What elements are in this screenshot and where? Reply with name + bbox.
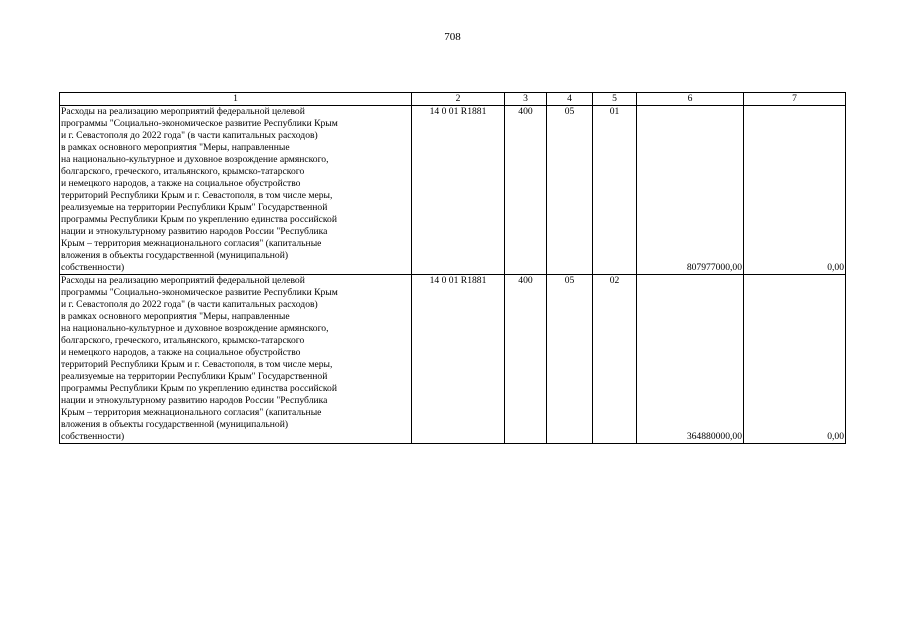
description-line: программы "Социально-экономическое развитие Республики Крым [61,287,338,298]
description-line: на национально-культурное и духовное возрождение армянского, [61,154,329,165]
description-line: в рамках основного мероприятия "Меры, направленные [61,142,290,153]
description-line: болгарского, греческого, итальянского, крымско-татарского [61,166,305,177]
table-row [60,275,846,444]
section-code: 05 [547,275,593,444]
column-header: 2 [412,93,505,106]
description-line: территорий Республики Крым и г. Севастополя, в том числе меры, [61,359,333,370]
description-line: программы Республики Крым по укреплению единства российской [61,214,337,225]
table-header-row [60,93,846,106]
description-line: болгарского, греческого, итальянского, крымско-татарского [61,335,305,346]
column-header: 4 [547,93,593,106]
description-line: в рамках основного мероприятия "Меры, направленные [61,311,290,322]
description-line: реализуемые на территории Республики Крым" Государственной [61,202,328,213]
description-line: собственности) [61,431,125,442]
description-line: и г. Севастополя до 2022 года" (в части капитальных расходов) [61,130,318,141]
expense-type-code: 400 [505,275,547,444]
description-line: нации и этнокультурному развитию народов России "Республика [61,395,328,406]
description-line: Расходы на реализацию мероприятий федеральной целевой [61,275,305,286]
description-line: нации и этнокультурному развитию народов России "Республика [61,226,328,237]
description-line: Расходы на реализацию мероприятий федеральной целевой [61,106,305,117]
column-header: 5 [593,93,637,106]
description-line: программы Республики Крым по укреплению единства российской [61,383,337,394]
expense-description [60,275,412,444]
description-line: реализуемые на территории Республики Крым" Государственной [61,371,328,382]
description-line: и г. Севастополя до 2022 года" (в части капитальных расходов) [61,299,318,310]
column-header: 6 [637,93,744,106]
description-line: вложения в объекты государственной (муниципальной) [61,419,289,430]
subsection-code: 01 [593,106,637,275]
amount-col-7: 0,00 [744,106,846,275]
amount-col-7: 0,00 [744,275,846,444]
column-header: 3 [505,93,547,106]
description-line: программы "Социально-экономическое развитие Республики Крым [61,118,338,129]
expense-description [60,106,412,275]
description-line: и немецкого народов, а также на социальное обустройство [61,347,301,358]
description-line: территорий Республики Крым и г. Севастополя, в том числе меры, [61,190,333,201]
description-line: вложения в объекты государственной (муниципальной) [61,250,289,261]
description-line: Крым – территория межнационального согласия" (капитальные [61,407,322,418]
column-header: 1 [60,93,412,106]
description-line: собственности) [61,262,125,273]
budget-table [59,92,846,444]
section-code: 05 [547,106,593,275]
description-line: Крым – территория межнационального согласия" (капитальные [61,238,322,249]
amount-col-6: 364880000,00 [637,275,744,444]
target-code: 14 0 01 R1881 [412,106,505,275]
description-line: и немецкого народов, а также на социальное обустройство [61,178,301,189]
page-number: 708 [444,31,461,43]
table-row [60,106,846,275]
subsection-code: 02 [593,275,637,444]
description-line: на национально-культурное и духовное возрождение армянского, [61,323,329,334]
column-header: 7 [744,93,846,106]
target-code: 14 0 01 R1881 [412,275,505,444]
amount-col-6: 807977000,00 [637,106,744,275]
expense-type-code: 400 [505,106,547,275]
